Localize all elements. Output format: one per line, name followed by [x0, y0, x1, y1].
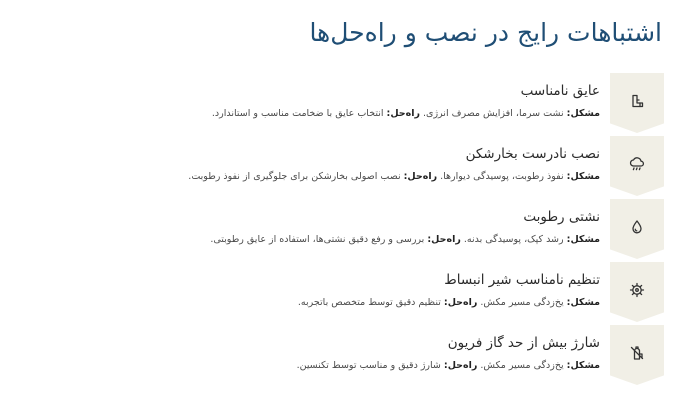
list-item: [24, 325, 664, 387]
solution-text: نصب اصولی بخارشکن برای جلوگیری از نفوذ رطوبت.: [188, 171, 401, 182]
chevron-badge: [610, 73, 664, 133]
solution-text: تنظیم دقیق توسط متخصص باتجربه.: [297, 297, 441, 308]
item-description: [212, 108, 600, 119]
item-title: عایق نامناسب: [520, 83, 600, 99]
chevron-badge: [610, 262, 664, 322]
problem-text: یخ‌زدگی مسیر مکش.: [480, 360, 564, 371]
gas-cylinder-off-icon: [629, 346, 645, 365]
valve-icon: [629, 283, 645, 302]
cloud-rain-icon: [629, 157, 645, 176]
problem-label: مشکل:: [566, 297, 600, 308]
problem-label: مشکل:: [566, 171, 600, 182]
solution-text: انتخاب عایق با ضخامت مناسب و استاندارد.: [211, 108, 384, 119]
solution-text: بررسی و رفع دقیق نشتی‌ها، استفاده از عایق رطوبتی.: [210, 234, 425, 245]
problem-label: مشکل:: [566, 234, 600, 245]
item-description: [297, 360, 600, 371]
solution-text: شارژ دقیق و مناسب توسط تکنسین.: [296, 360, 441, 371]
item-title: نصب نادرست بخارشکن: [465, 146, 600, 162]
problem-text: یخ‌زدگی مسیر مکش.: [480, 297, 564, 308]
item-title: نشتی رطوبت: [523, 209, 600, 225]
solution-label: راه‌حل:: [427, 234, 461, 245]
droplet-icon: [629, 220, 645, 239]
item-description: [210, 234, 600, 245]
list-item: [24, 199, 664, 261]
solution-label: راه‌حل:: [386, 108, 420, 119]
problem-text: نشت سرما، افزایش مصرف انرژی.: [423, 108, 564, 119]
item-description: [188, 171, 600, 182]
pipe-icon: [629, 94, 645, 113]
item-title: شارژ بیش از حد گاز فریون: [447, 335, 600, 351]
solution-label: راه‌حل:: [403, 171, 438, 182]
item-title: تنظیم نامناسب شیر انبساط: [444, 272, 600, 288]
chevron-badge: [610, 199, 664, 259]
problem-text: نفوذ رطوبت، پوسیدگی دیوارها.: [440, 171, 564, 182]
page-title: اشتباهات رایج در نصب و راه‌حل‌ها: [309, 18, 662, 47]
solution-label: راه‌حل:: [443, 360, 478, 371]
chevron-badge: [610, 136, 664, 196]
problem-label: مشکل:: [566, 360, 600, 371]
list-item: [24, 136, 664, 198]
list-item: [24, 262, 664, 324]
solution-label: راه‌حل:: [443, 297, 478, 308]
chevron-badge: [610, 325, 664, 385]
item-description: [298, 297, 600, 308]
problem-label: مشکل:: [566, 108, 600, 119]
list-item: [24, 73, 664, 135]
problem-text: رشد کپک، پوسیدگی بدنه.: [463, 234, 564, 245]
